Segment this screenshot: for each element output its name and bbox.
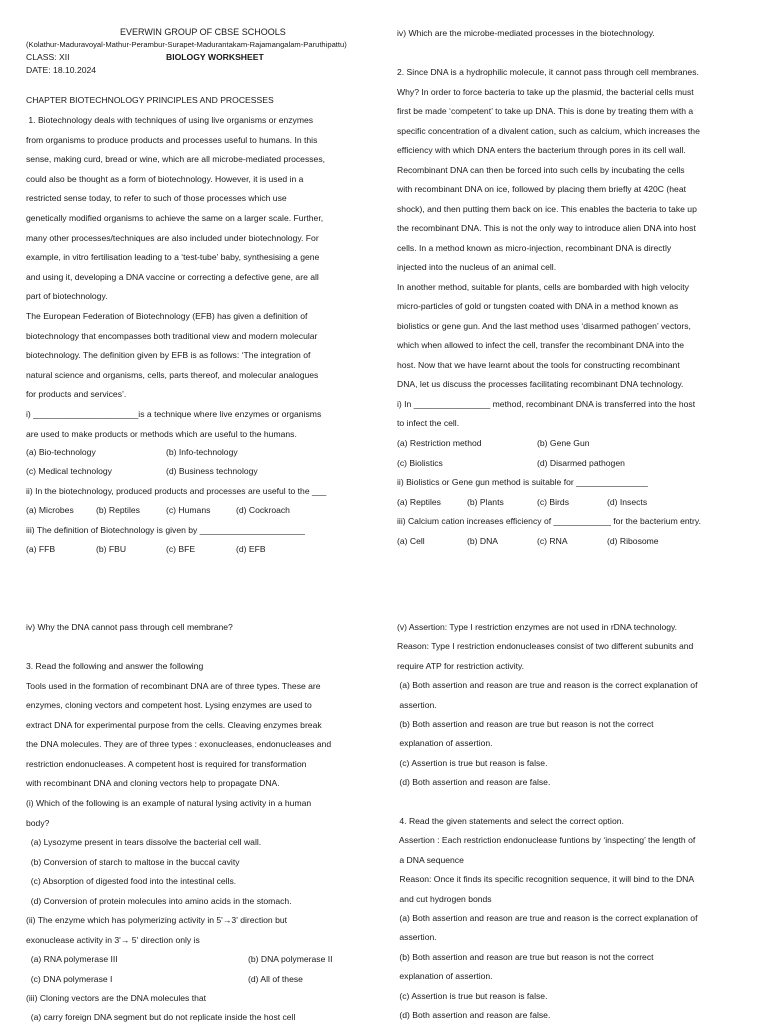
text-line: assertion. (397, 699, 437, 710)
option: (b) FBU (96, 544, 127, 554)
text-line: (c) Absorption of digested food into the intestinal cells. (26, 876, 237, 887)
text-line: (a) Both assertion and reason are true and reason is the correct explanation of (397, 913, 698, 923)
text-line: the recombinant DNA. This is not the only way to introduce alien DNA into host (397, 223, 696, 233)
text-line: natural science and organisms, cells, parts thereof, and molecular analogues (26, 369, 319, 380)
option: (c) Humans (166, 505, 211, 515)
text-line: the DNA molecules. They are of three types : exonucleases, endonucleases and (26, 739, 332, 750)
question-ii: ii) In the biotechnology, produced products and processes are useful to the ___ (26, 486, 327, 496)
text-line: efficiency with which DNA enters the bacterium through pores in its cell wall. (397, 145, 686, 155)
text-line: (d) Both assertion and reason are false. (397, 777, 551, 788)
text-line: biotechnology that encompasses both traditional view and modern molecular (26, 330, 318, 341)
text-line: (a) Lysozyme present in tears dissolve the bacterial cell wall. (26, 837, 262, 848)
text-line: Assertion : Each restriction endonuclease funtions by ‘inspecting’ the length of (397, 835, 696, 846)
text-line: (b) Conversion of starch to maltose in the buccal cavity (26, 856, 240, 867)
text-line: shock), and then putting them back on ice. This enables the bacteria to take up (397, 203, 697, 214)
text-line: 3. Read the following and answer the following (26, 661, 204, 672)
option: (a) carry foreign DNA segment but do not replicate inside the host cell (26, 1012, 296, 1022)
text-line: i) ______________________is a technique where live enzymes or organisms (26, 409, 322, 419)
text-line: cells. In a method known as micro-injection, recombinant DNA is directly (397, 242, 672, 253)
text-line: (b) Both assertion and reason are true but reason is not the correct (397, 951, 654, 962)
text-line: could also be thought as a form of biotechnology. However, it is used in a (26, 173, 304, 184)
text-line: (d) Conversion of protein molecules into amino acids in the stomach. (26, 895, 292, 906)
option: (c) DNA polymerase I (26, 974, 113, 984)
chapter-title: CHAPTER BIOTECHNOLOGY PRINCIPLES AND PROCESSES (26, 95, 274, 105)
text-line: first be made ‘competent’ to take up DNA. This is done by treating them with a (397, 106, 694, 116)
option: (c) RNA (537, 536, 568, 546)
text-line: and using it, developing a DNA vaccine or correcting a defective gene, are all (26, 271, 319, 282)
text-line: from organisms to produce products and processes useful to humans. In this (26, 134, 318, 145)
text-line: (v) Assertion: Type I restriction enzymes are not used in rDNA technology. (397, 622, 678, 632)
option: (b) Gene Gun (537, 438, 590, 448)
option: (a) Microbes (26, 505, 74, 515)
option: (b) Plants (467, 497, 504, 507)
text-line: genetically modified organisms to achieve the same on a larger scale. Further, (26, 213, 324, 223)
text-line: explanation of assertion. (397, 738, 493, 749)
option: (c) Biolistics (397, 458, 443, 468)
date-label: DATE: 18.10.2024 (26, 65, 97, 75)
text-line: (d) Both assertion and reason are false. (397, 1010, 551, 1020)
text-line: explanation of assertion. (397, 971, 493, 982)
option: (a) RNA polymerase III (26, 954, 118, 964)
text-line: with recombinant DNA on ice, followed by placing them briefly at 420C (heat (397, 184, 686, 194)
option: (a) Restriction method (397, 438, 482, 448)
text-line: which when allowed to infect the cell, transfer the recombinant DNA into the (397, 340, 685, 350)
option: (a) Reptiles (397, 497, 441, 507)
text-line: part of biotechnology. (26, 291, 108, 302)
text-line: with recombinant DNA and cloning vectors help to propagate DNA. (26, 778, 280, 789)
text-line: (b) Both assertion and reason are true but reason is not the correct (397, 719, 654, 729)
text-line: exonuclease activity in 3'→ 5' direction only is (26, 934, 200, 945)
option: (d) Business technology (166, 466, 258, 476)
text-line: enzymes, cloning vectors and competent host. Lysing enzymes are used to (26, 700, 312, 711)
text-line: restriction endonucleases. A competent host is required for transformation (26, 758, 307, 769)
text-line: 4. Read the given statements and select the correct option. (397, 816, 624, 826)
text-line: (a) Both assertion and reason are true and reason is the correct explanation of (397, 680, 698, 691)
question-iii: iii) Calcium cation increases efficiency of ____________ for the bacterium entry. (397, 516, 701, 526)
text-line: (i) Which of the following is an example of natural lysing activity in a human (26, 797, 312, 808)
text-line: The European Federation of Biotechnology (EFB) has given a definition of (26, 311, 308, 321)
text-line: many other processes/techniques are also included under biotechnology. For (26, 232, 319, 243)
text-line: host. Now that we have learnt about the tools for constructing recombinant (397, 359, 680, 370)
text-line: body? (26, 817, 50, 828)
text-line: (ii) The enzyme which has polymerizing activity in 5'→3' direction but (26, 915, 288, 926)
option: (b) DNA polymerase II (248, 954, 333, 964)
option: (d) Disarmed pathogen (537, 458, 625, 468)
branches-line: (Kolathur-Maduravoyal-Mathur-Perambur-Surapet-Madurantakam-Rajamangalam-Paruthipattu) (26, 40, 347, 49)
option: (b) DNA (467, 536, 499, 546)
text-line: sense, making curd, bread or wine, which are all microbe-mediated processes, (26, 154, 326, 165)
text-line: micro-particles of gold or tungsten coated with DNA in a method known as (397, 301, 679, 311)
option: (b) Info-technology (166, 447, 238, 457)
text-line: iv) Why the DNA cannot pass through cell membrane? (26, 622, 233, 632)
option: (d) Cockroach (236, 505, 290, 515)
text-line: assertion. (397, 932, 437, 943)
text-line: specific concentration of a divalent cation, such as calcium, which increases the (397, 125, 700, 136)
text-line: DNA, let us discuss the processes facilitating recombinant DNA technology. (397, 379, 684, 389)
class-label: CLASS: XII (26, 52, 70, 62)
option: (c) BFE (166, 544, 196, 554)
question-iv: iv) Which are the microbe-mediated processes in the biotechnology. (397, 28, 655, 38)
text-line: are used to make products or methods which are useful to the humans. (26, 428, 297, 439)
text-line: (c) Assertion is true but reason is false. (397, 757, 548, 768)
text-line: for products and services’. (26, 389, 127, 400)
text-line: injected into the nucleus of an animal cell. (397, 262, 557, 272)
option: (d) Ribosome (607, 536, 659, 546)
text-line: 2. Since DNA is a hydrophilic molecule, it cannot pass through cell membranes. (397, 67, 699, 77)
worksheet-title: BIOLOGY WORKSHEET (166, 52, 264, 62)
text-line: i) In ________________ method, recombinant DNA is transferred into the host (397, 398, 696, 409)
question-iii: iii) The definition of Biotechnology is given by ______________________ (26, 525, 305, 535)
question-ii: ii) Biolistics or Gene gun method is suitable for _______________ (397, 477, 648, 487)
text-line: Tools used in the formation of recombinant DNA are of three types. These are (26, 680, 321, 691)
option: (d) All of these (248, 974, 303, 984)
option: (d) Insects (607, 497, 648, 507)
text-line: to infect the cell. (397, 418, 460, 428)
text-line: Reason: Type I restriction endonucleases consist of two different subunits and (397, 641, 694, 652)
text-line: Recombinant DNA can then be forced into such cells by incubating the cells (397, 164, 685, 175)
question-iii: (iii) Cloning vectors are the DNA molecules that (26, 993, 207, 1003)
text-line: 1. Biotechnology deals with techniques of using live organisms or enzymes (26, 115, 314, 125)
option: (c) Birds (537, 497, 569, 507)
text-line: (c) Assertion is true but reason is false. (397, 990, 548, 1001)
option: (c) Medical technology (26, 466, 112, 476)
text-line: require ATP for restriction activity. (397, 660, 525, 671)
text-line: Why? In order to force bacteria to take up the plasmid, the bacterial cells must (397, 86, 694, 97)
text-line: example, in vitro fertilisation leading to a ‘test-tube’ baby, synthesising a gene (26, 252, 320, 263)
text-line: a DNA sequence (397, 854, 464, 865)
text-line: In another method, suitable for plants, cells are bombarded with high velocity (397, 281, 689, 292)
text-line: restricted sense today, to refer to such of those processes which use (26, 193, 287, 204)
option: (a) Bio-technology (26, 447, 96, 457)
option: (a) FFB (26, 544, 56, 554)
school-name: EVERWIN GROUP OF CBSE SCHOOLS (120, 27, 286, 37)
option: (d) EFB (236, 544, 266, 554)
text-line: biotechnology. The definition given by EFB is as follows: ‘The integration of (26, 350, 311, 361)
option: (b) Reptiles (96, 505, 140, 515)
text-line: Reason: Once it finds its specific recognition sequence, it will bind to the DNA (397, 874, 695, 885)
text-line: and cut hydrogen bonds (397, 893, 492, 904)
option: (a) Cell (397, 536, 425, 546)
text-line: biolistics or gene gun. And the last method uses ‘disarmed pathogen’ vectors, (397, 320, 691, 331)
text-line: extract DNA for experimental purpose from the cells. Cleaving enzymes break (26, 719, 322, 730)
